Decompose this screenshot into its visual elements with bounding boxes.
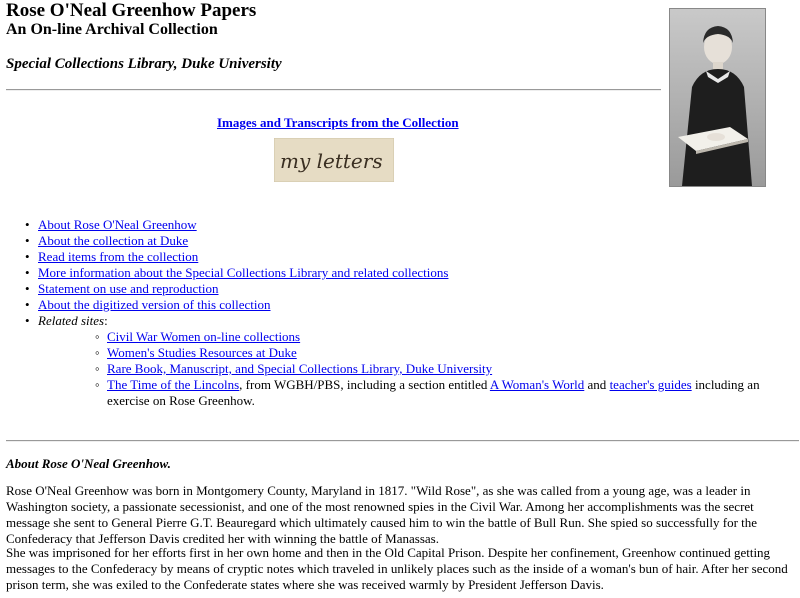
related-link-womans-world[interactable]: A Woman's World (489, 377, 585, 392)
lincolns-text-2: and (584, 377, 610, 392)
lincolns-text-3: including an exercise on Rose Greenhow. (107, 377, 760, 408)
page-title: Rose O'Neal Greenhow Papers (6, 0, 257, 21)
related-link-time-of-lincolns[interactable]: The Time of the Lincolns (107, 377, 240, 392)
library-name: Special Collections Library, Duke University (6, 56, 282, 72)
nav-item-related-sites: • Related sites: ◦ Civil War Women on-line collections ◦ Women's Studies Resources at Duke ◦ Rare Book, Manuscript, and Special Collections Library, Duke University ◦ The Time of the Lincolns, from WGBH/PBS, including a section entitled A Woman's World and teacher's guides including an exercise on Rose Greenhow. (0, 313, 800, 409)
nav-item-about-greenhow (0, 217, 800, 233)
related-item-time-of-lincolns (38, 377, 800, 409)
divider-bottom (6, 440, 799, 442)
handwriting-text: my letters (280, 149, 383, 173)
divider-top (6, 89, 661, 91)
nav-item-statement (0, 281, 800, 297)
related-link-rare-book[interactable]: Rare Book, Manuscript, and Special Collections Library, Duke University (107, 361, 493, 376)
related-link-civil-war-women[interactable]: Civil War Women on-line collections (107, 329, 301, 344)
images-transcripts-link[interactable]: Images and Transcripts from the Collection (217, 115, 459, 130)
nav-link-digitized[interactable]: About the digitized version of this collection (38, 297, 271, 312)
nav-link-more-info[interactable]: More information about the Special Collections Library and related collections (38, 265, 449, 280)
nav-link-about-collection[interactable]: About the collection at Duke (38, 233, 189, 248)
nav-list (0, 217, 800, 409)
about-paragraph-2: She was imprisoned for her efforts first in her own home and then in the Old Capital Prison. Despite her confinement, Greenhow continued getting messages to the Confederacy by means of cryptic notes which traveled in unlikely places such as the inside of a woman's bun of hair. After her second prison term, she was exiled to the Confederate states where she was received warmly by President Jefferson Davis. (6, 545, 788, 592)
handwriting-image[interactable] (274, 138, 394, 182)
nav-link-read-items[interactable]: Read items from the collection (38, 249, 199, 264)
related-item-civil-war-women (38, 329, 800, 345)
related-sites-label: Related sites (38, 313, 105, 328)
related-link-teachers-guides[interactable]: teacher's guides (609, 377, 692, 392)
about-heading: About Rose O'Neal Greenhow. (6, 456, 171, 471)
nav-link-statement[interactable]: Statement on use and reproduction (38, 281, 219, 296)
lincolns-text-1: , from WGBH/PBS, including a section entitled (239, 377, 490, 392)
nav-link-about-greenhow[interactable]: About Rose O'Neal Greenhow (38, 217, 197, 232)
page-subtitle: An On-line Archival Collection (6, 21, 218, 38)
nav-item-read-items (0, 249, 800, 265)
related-link-womens-studies[interactable]: Women's Studies Resources at Duke (107, 345, 297, 360)
related-item-womens-studies (38, 345, 800, 361)
about-paragraph-1: Rose O'Neal Greenhow was born in Montgomery County, Maryland in 1817. "Wild Rose", as she was called from a young age, was a leader in Washington society, a passionate secessionist, and one of the most renowned spies in the Civil War. Among her accomplishments was the secret message she sent to General Pierre G.T. Beauregard which ultimately caused him to win the battle of Bull Run. She spied so successfully for the Confederacy that Jefferson Davis credited her with winning the battle of Manassas. (6, 483, 758, 546)
nav-item-digitized (0, 297, 800, 313)
related-item-rare-book (38, 361, 800, 377)
nav-item-more-info (0, 265, 800, 281)
portrait-image (669, 8, 766, 187)
nav-item-about-collection (0, 233, 800, 249)
related-sites-list (38, 329, 800, 409)
